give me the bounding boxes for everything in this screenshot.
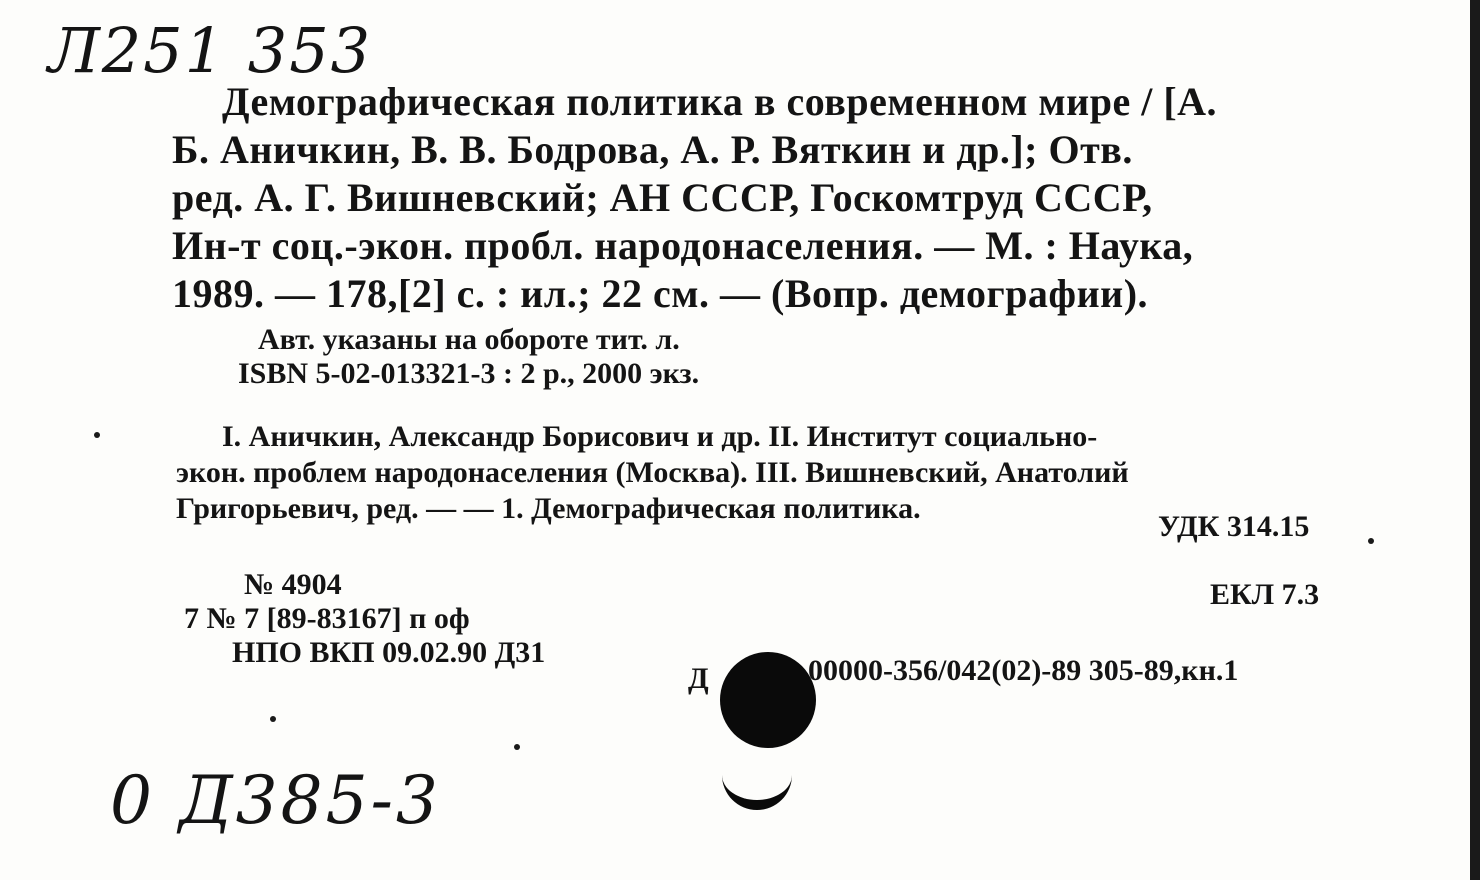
title-line-1: Демографическая политика в современном мире / [А. (222, 79, 1218, 124)
card-edge-shadow (1470, 0, 1480, 880)
handwritten-inventory-number: 0 Д385-3 (110, 762, 441, 839)
note-line-1: Авт. указаны на обороте тит. л. (258, 323, 680, 356)
scan-speck (270, 716, 276, 722)
isbn-line: ISBN 5-02-013321-3 : 2 р., 2000 экз. (238, 357, 700, 390)
tracing-line-1: I. Аничкин, Александр Борисович и др. II. Институт социально- (222, 420, 1098, 453)
npo-line: НПО ВКП 09.02.90 Д31 (232, 636, 546, 669)
ekl-code: ЕКЛ 7.3 (1210, 578, 1320, 611)
handwritten-shelf-mark: Л251 353 (48, 14, 373, 87)
scan-speck (94, 432, 100, 438)
card-number: № 4904 (244, 568, 342, 601)
punch-hole-tail (722, 740, 792, 810)
scan-speck (514, 744, 520, 750)
tracing-line-2: экон. проблем народонаселения (Москва). III. Вишневский, Анатолий (176, 456, 1129, 489)
title-line-2: Б. Аничкин, В. В. Бодрова, А. Р. Вяткин и др.]; Отв. (172, 127, 1133, 172)
d-code: 00000-356/042(02)-89 305-89,кн.1 (808, 654, 1239, 687)
title-line-5: 1989. — 178,[2] с. : ил.; 22 см. — (Вопр. демографии). (172, 271, 1149, 316)
scan-speck (1368, 538, 1374, 544)
d-code-prefix: Д (688, 662, 709, 695)
punch-hole (720, 652, 816, 748)
udk-code: УДК 314.15 (1158, 510, 1310, 543)
tracing-line-3: Григорьевич, ред. — — 1. Демографическая политика. (176, 492, 921, 525)
order-line: 7 № 7 [89-83167] п оф (184, 602, 470, 635)
title-line-4: Ин-т соц.-экон. пробл. народонаселения. — М. : Наука, (172, 223, 1194, 268)
title-line-3: ред. А. Г. Вишневский; АН СССР, Госкомтруд СССР, (172, 175, 1153, 220)
